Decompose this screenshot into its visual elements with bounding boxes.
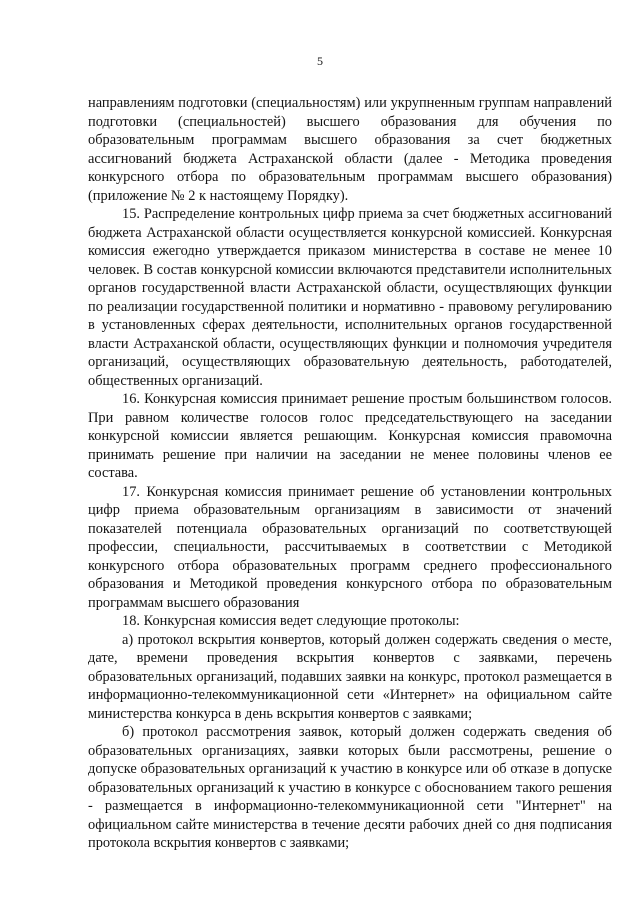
paragraph-18a: а) протокол вскрытия конвертов, который должен содержать сведения о месте, дате, времени проведения вскрытия конвертов с заявками, перечень образовательных организаций, подавших заявки на конкурс, протокол размещается в информационно-телекоммуникационной сети «Интернет» на официальном сайте министерства конкурса в день вскрытия конвертов с заявками; <box>88 631 612 722</box>
paragraph-continuation: направлениям подготовки (специальностям) или укрупненным группам направлений подготовки (специальностей) высшего образования для обучения по образовательным программам высшего образования за счет бюджетных ассигнований бюджета Астраханской области (далее - Методика проведения конкурсного отбора по образовательным программам высшего образования) (приложение № 2 к настоящему Порядку). <box>88 95 612 204</box>
paragraph-16: 16. Конкурсная комиссия принимает решение простым большинством голосов. При равном количестве голосов голос председательствующего на заседании конкурсной комиссии является решающим. Конкурсная комиссия правомочна принимать решение при наличии на заседании не менее половины членов ее состава. <box>88 391 612 481</box>
paragraph-18: 18. Конкурсная комиссия ведет следующие протоколы: <box>122 613 460 629</box>
document-body <box>88 94 612 853</box>
paragraph-15: 15. Распределение контрольных цифр приема за счет бюджетных ассигнований бюджета Астраханской области осуществляется конкурсной комиссией. Конкурсная комиссия ежегодно утверждается приказом министерства в составе не менее 10 человек. В состав конкурсной комиссии включаются представители исполнительных органов государственной власти Астраханской области, осуществляющих функции по реализации государственной политики и нормативно - правовому регулированию в установленных сферах деятельности, исполнительных органов государственной власти Астраханской области, осуществляющих функции и полномочия учредителя организаций, осуществляющих образовательную деятельность, работодателей, общественных организаций. <box>88 206 612 389</box>
paragraph-18b: б) протокол рассмотрения заявок, который должен содержать сведения об образовательных организациях, заявки которых были рассмотрены, решение о допуске образовательных организаций к участию в конкурсе или об отказе в допуске образовательных организаций к участию в конкурсе с обоснованием такого решения - размещается в информационно-телекоммуникационной сети "Интернет" на официальном сайте министерства в течение десяти рабочих дней со дня подписания протокола вскрытия конвертов с заявками; <box>88 724 612 851</box>
page-number: 5 <box>317 54 323 68</box>
paragraph-17: 17. Конкурсная комиссия принимает решение об установлении контрольных цифр приема образовательным организациям в зависимости от значений показателей потенциала образовательных организаций по соответствующей профессии, специальности, рассчитываемых в соответствии с Методикой конкурсного отбора образовательных программ среднего профессионального образования и Методикой проведения конкурсного отбора по образовательным программам высшего образования <box>88 483 612 611</box>
